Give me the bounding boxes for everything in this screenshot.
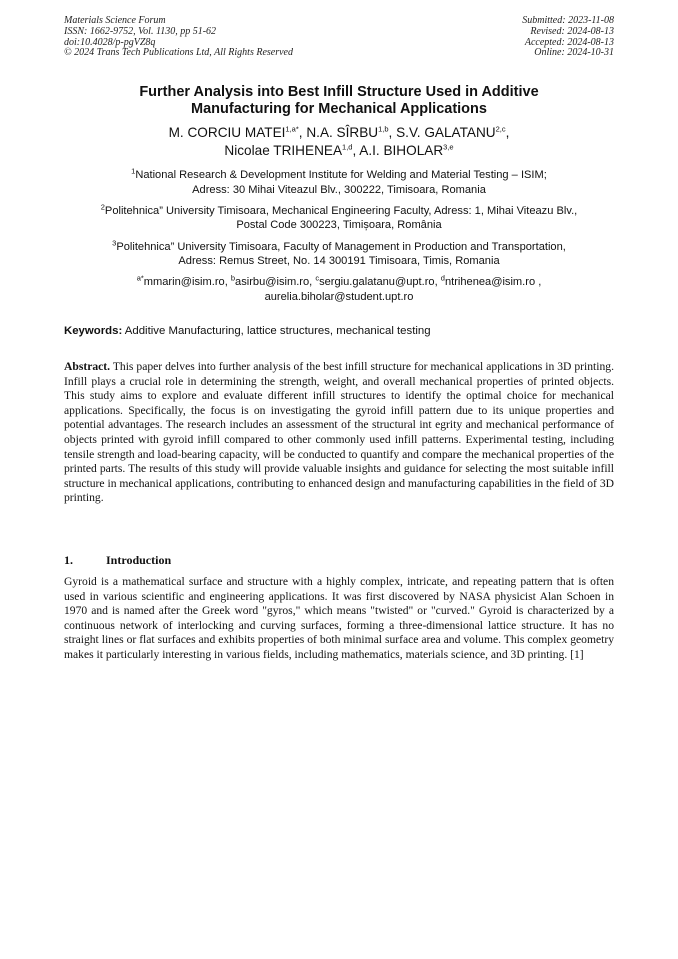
affiliation-number: 3	[112, 237, 117, 247]
author-separator: ,	[388, 125, 397, 140]
email-mark: b	[230, 273, 236, 283]
author-list	[64, 124, 614, 160]
author-separator: ,	[352, 143, 360, 158]
introduction-paragraph: Gyroid is a mathematical surface and structure with a highly complex, intricate, and repeating pattern that is often used in various scientific and engineering applications. It was first discovered by NASA physicist Alan Schoen in 1970 and is named after the Greek word "gyros," which means "twisted" or "curved." Gyroid is characterized by a continuous network of interlocking and curving surfaces, forming a three-dimensional lattice structure. It has no straight lines or flat surfaces and exhibits properties of both minimal surface area and volume. This complex geometry makes it particularly interesting in various fields, including mathematics, materials science, and 3D printing. [1]	[64, 575, 614, 661]
keywords	[64, 324, 614, 338]
author-emails	[60, 275, 618, 304]
date-online: Online: 2024-10-31	[534, 47, 614, 59]
keywords-text: Additive Manufacturing, lattice structures, mechanical testing	[124, 325, 431, 337]
affiliation	[60, 204, 618, 233]
author-name: A.I. BIHOLAR	[359, 143, 444, 158]
section-heading	[64, 553, 614, 567]
author-name: Nicolae TRIHENEA	[224, 143, 343, 158]
email-mark: c	[315, 273, 320, 283]
email-link[interactable]: ntrihenea@isim.ro ,	[444, 276, 542, 289]
affiliation	[60, 168, 618, 197]
email-mark: d	[440, 273, 445, 283]
affiliations	[60, 168, 618, 305]
affiliation-number: 1	[131, 166, 136, 176]
affiliation-address: Adress: Remus Street, No. 14 300191 Timisoara, Timis, Romania	[178, 255, 500, 268]
abstract-text: This paper delves into further analysis of the best infill structure for mechanical applications in 3D printing. Infill plays a crucial role in determining the strength, weight, and overall mechanical properties of printed objects. This study aims to explore and evaluate different infill structures to identify the optimal choice for mechanical applications. Specifically, the focus is on investigating the gyroid infill pattern due to its unique properties and potential advantages. The research includes an assessment of the structural int egrity and mechanical performance of objects printed with gyroid infill compared to other commonly used infill patterns. Experimental testing, including tensile strength and load-bearing capacity, will be conducted to quantify and compare the mechanical properties of the printed parts. The results of this study will provide valuable insights and guidance for selecting the most suitable infill structure in mechanical applications, contributing to enhanced design and manufacturing capabilities in the field of 3D printing.	[64, 360, 614, 505]
email-link[interactable]: asirbu@isim.ro,	[235, 276, 316, 289]
submission-dates	[522, 16, 614, 59]
paper-title	[64, 84, 614, 118]
author-affiliation-mark: 1,d	[342, 142, 353, 152]
author-affiliation-mark: 2,c	[495, 124, 506, 134]
abstract	[64, 360, 614, 506]
journal-doi: doi:10.4028/p-pgVZ8q	[64, 36, 156, 48]
affiliation-number: 2	[100, 202, 105, 212]
title-line: Manufacturing for Mechanical Applications	[191, 101, 487, 117]
affiliation-text: Politehnica” University Timisoara, Faculty of Management in Production and Transportation,	[116, 240, 566, 253]
title-line: Further Analysis into Best Infill Structure Used in Additive	[139, 84, 539, 100]
affiliation	[60, 237, 618, 269]
author-name: N.A. SÎRBU	[306, 125, 379, 140]
abstract-label: Abstract.	[64, 360, 111, 373]
section-title: Introduction	[106, 553, 172, 567]
email-link[interactable]: aurelia.biholar@student.upt.ro	[264, 290, 414, 303]
author-affiliation-mark: 1,a*	[285, 124, 299, 134]
author-separator: ,	[505, 125, 510, 140]
journal-name: Materials Science Forum	[64, 15, 166, 26]
date-accepted: Accepted: 2024-08-13	[524, 36, 614, 48]
keywords-label: Keywords:	[64, 325, 123, 337]
email-link[interactable]: sergiu.galatanu@upt.ro,	[319, 276, 441, 289]
author-affiliation-mark: 1,b	[378, 124, 389, 134]
affiliation-address: Adress: 30 Mihai Viteazul Blv., 300222, Timisoara, Romania	[192, 183, 486, 196]
author-name: S.V. GALATANU	[396, 125, 496, 140]
author-separator: ,	[298, 125, 307, 140]
journal-copyright: © 2024 Trans Tech Publications Ltd, All Rights Reserved	[64, 47, 293, 59]
section-number: 1.	[64, 553, 73, 567]
journal-issn: ISSN: 1662-9752, Vol. 1130, pp 51-62	[64, 25, 217, 37]
email-mark: a*	[136, 273, 144, 283]
affiliation-text: National Research & Development Institute for Welding and Material Testing – ISIM;	[135, 169, 547, 181]
affiliation-text: Politehnica” University Timisoara, Mechanical Engineering Faculty, Adress: 1, Mihai Viteazu Blv.,	[104, 204, 578, 217]
affiliation-address: Postal Code 300223, Timișoara, România	[236, 219, 442, 232]
date-submitted: Submitted: 2023-11-08	[522, 15, 614, 26]
email-link[interactable]: mmarin@isim.ro,	[143, 276, 231, 289]
date-revised: Revised: 2024-08-13	[530, 25, 614, 37]
journal-info	[64, 16, 293, 59]
author-affiliation-mark: 3,e	[443, 142, 454, 152]
author-name: M. CORCIU MATEI	[168, 125, 286, 140]
